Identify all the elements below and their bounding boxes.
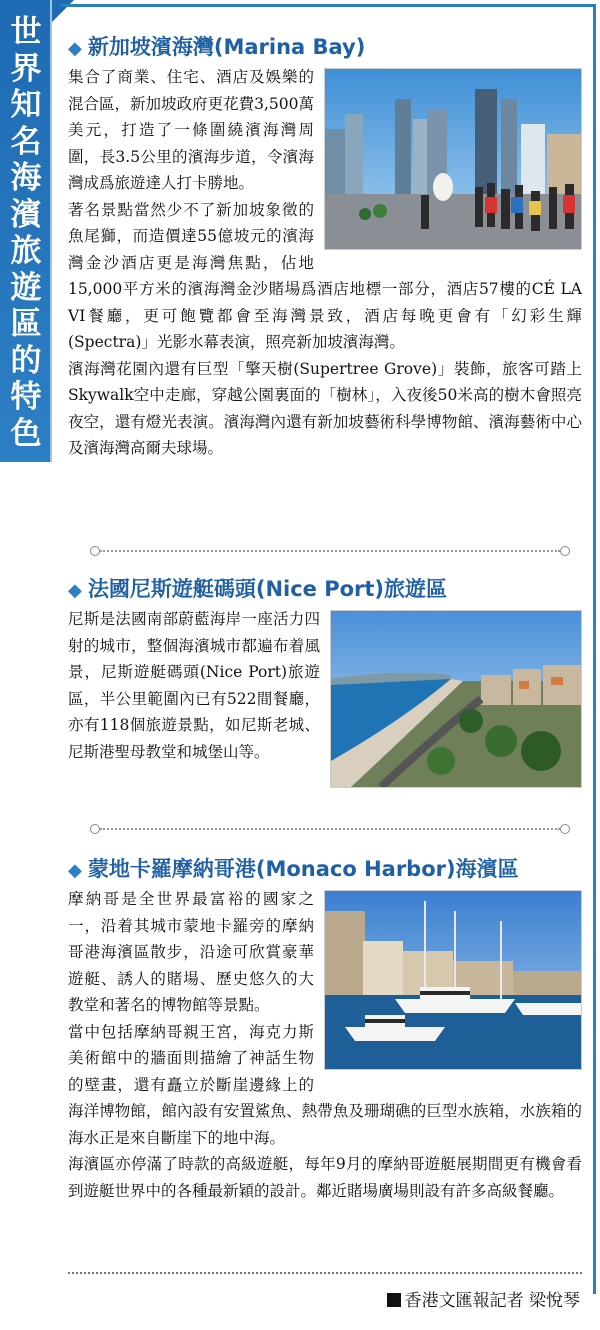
- section-heading: [68, 574, 582, 606]
- sidebar-title: 世界知名海濱旅遊區的特色: [10, 14, 42, 452]
- section-monaco-harbor: [68, 854, 582, 1204]
- square-icon: [387, 1293, 401, 1307]
- diamond-icon: ◆: [68, 580, 82, 601]
- section-marina-bay: [68, 32, 582, 462]
- sidebar-banner: [0, 0, 52, 462]
- marina-bay-photo: [324, 68, 582, 250]
- diamond-icon: ◆: [68, 38, 82, 59]
- reporter-byline: [387, 1286, 580, 1311]
- heading-text: 新加坡濱海灣(Marina Bay): [87, 35, 366, 59]
- section-heading: [68, 32, 582, 64]
- monaco-harbor-photo: [324, 890, 582, 1070]
- nice-port-photo: [330, 610, 582, 788]
- byline-text: 香港文匯報記者 梁悅琴: [404, 1291, 580, 1311]
- paragraph: 著名景點當然少不了新加坡象徵的魚尾獅，而造價達55億坡元的濱海灣金沙酒店更是海灣焦點，佔地15,000平方米的濱海灣金沙賭場爲酒店地標一部分，酒店57樓的CÉ LA VI餐廳，更可飽覽都會至海灣景致，酒店每晚更會有「幻彩生輝 (Spectra)」光影水幕表演，照亮新加坡濱海灣。: [68, 200, 582, 351]
- diamond-icon: ◆: [68, 860, 82, 881]
- top-frame-line: [60, 4, 594, 7]
- section-divider: [90, 823, 570, 835]
- section-nice-port: [68, 574, 582, 792]
- paragraph: 尼斯是法國南部蔚藍海岸一座活力四射的城市，整個海濱城市都遍布着風景，尼斯遊艇碼頭(Nice Port)旅遊區，半公里範圍內已有522間餐廳，亦有118個旅遊景點，如尼斯老城、尼斯港聖母教堂和城堡山等。: [68, 610, 320, 761]
- heading-text: 蒙地卡羅摩納哥港(Monaco Harbor)海濱區: [87, 857, 519, 881]
- heading-text: 法國尼斯遊艇碼頭(Nice Port)旅遊區: [87, 577, 448, 601]
- paragraph: 集合了商業、住宅、酒店及娛樂的混合區，新加坡政府更花費3,500萬美元，打造了一條圍繞濱海灣周圍，長3.5公里的濱海步道，令濱海灣成爲旅遊達人打卡勝地。: [68, 68, 314, 192]
- paragraph: 當中包括摩納哥親王宮，海克力斯美術館中的牆面則描繪了神話生物的壁畫，還有矗立於斷崖邊緣上的海洋博物館，館內設有安置鯊魚、熱帶魚及珊瑚礁的巨型水族箱，水族箱的海水正是來自斷崖下的地中海。: [68, 1022, 582, 1147]
- section-divider: [90, 545, 570, 557]
- section-heading: [68, 854, 582, 886]
- byline-divider: [68, 1272, 582, 1274]
- paragraph: 摩納哥是全世界最富裕的國家之一，沿着其城市蒙地卡羅旁的摩納哥港海濱區散步，沿途可欣賞豪華遊艇、誘人的賭場、歷史悠久的大教堂和著名的博物館等景點。: [68, 890, 314, 1014]
- right-frame-line: [593, 4, 596, 1294]
- paragraph: 海濱區亦停滿了時款的高級遊艇，每年9月的摩納哥遊艇展期間更有機會看到遊艇世界中的各種最新穎的設計。鄰近賭場廣場則設有許多高級餐廳。: [68, 1155, 582, 1200]
- paragraph: 濱海灣花園內還有巨型「擎天樹(Supertree Grove)」裝飾，旅客可踏上Skywalk空中走廊，穿越公園裏面的「樹林」，入夜後50米高的樹木會照亮夜空，還有燈光表演。濱海灣內還有新加坡藝術科學博物館、濱海藝術中心及濱海灣高爾夫球場。: [68, 359, 582, 457]
